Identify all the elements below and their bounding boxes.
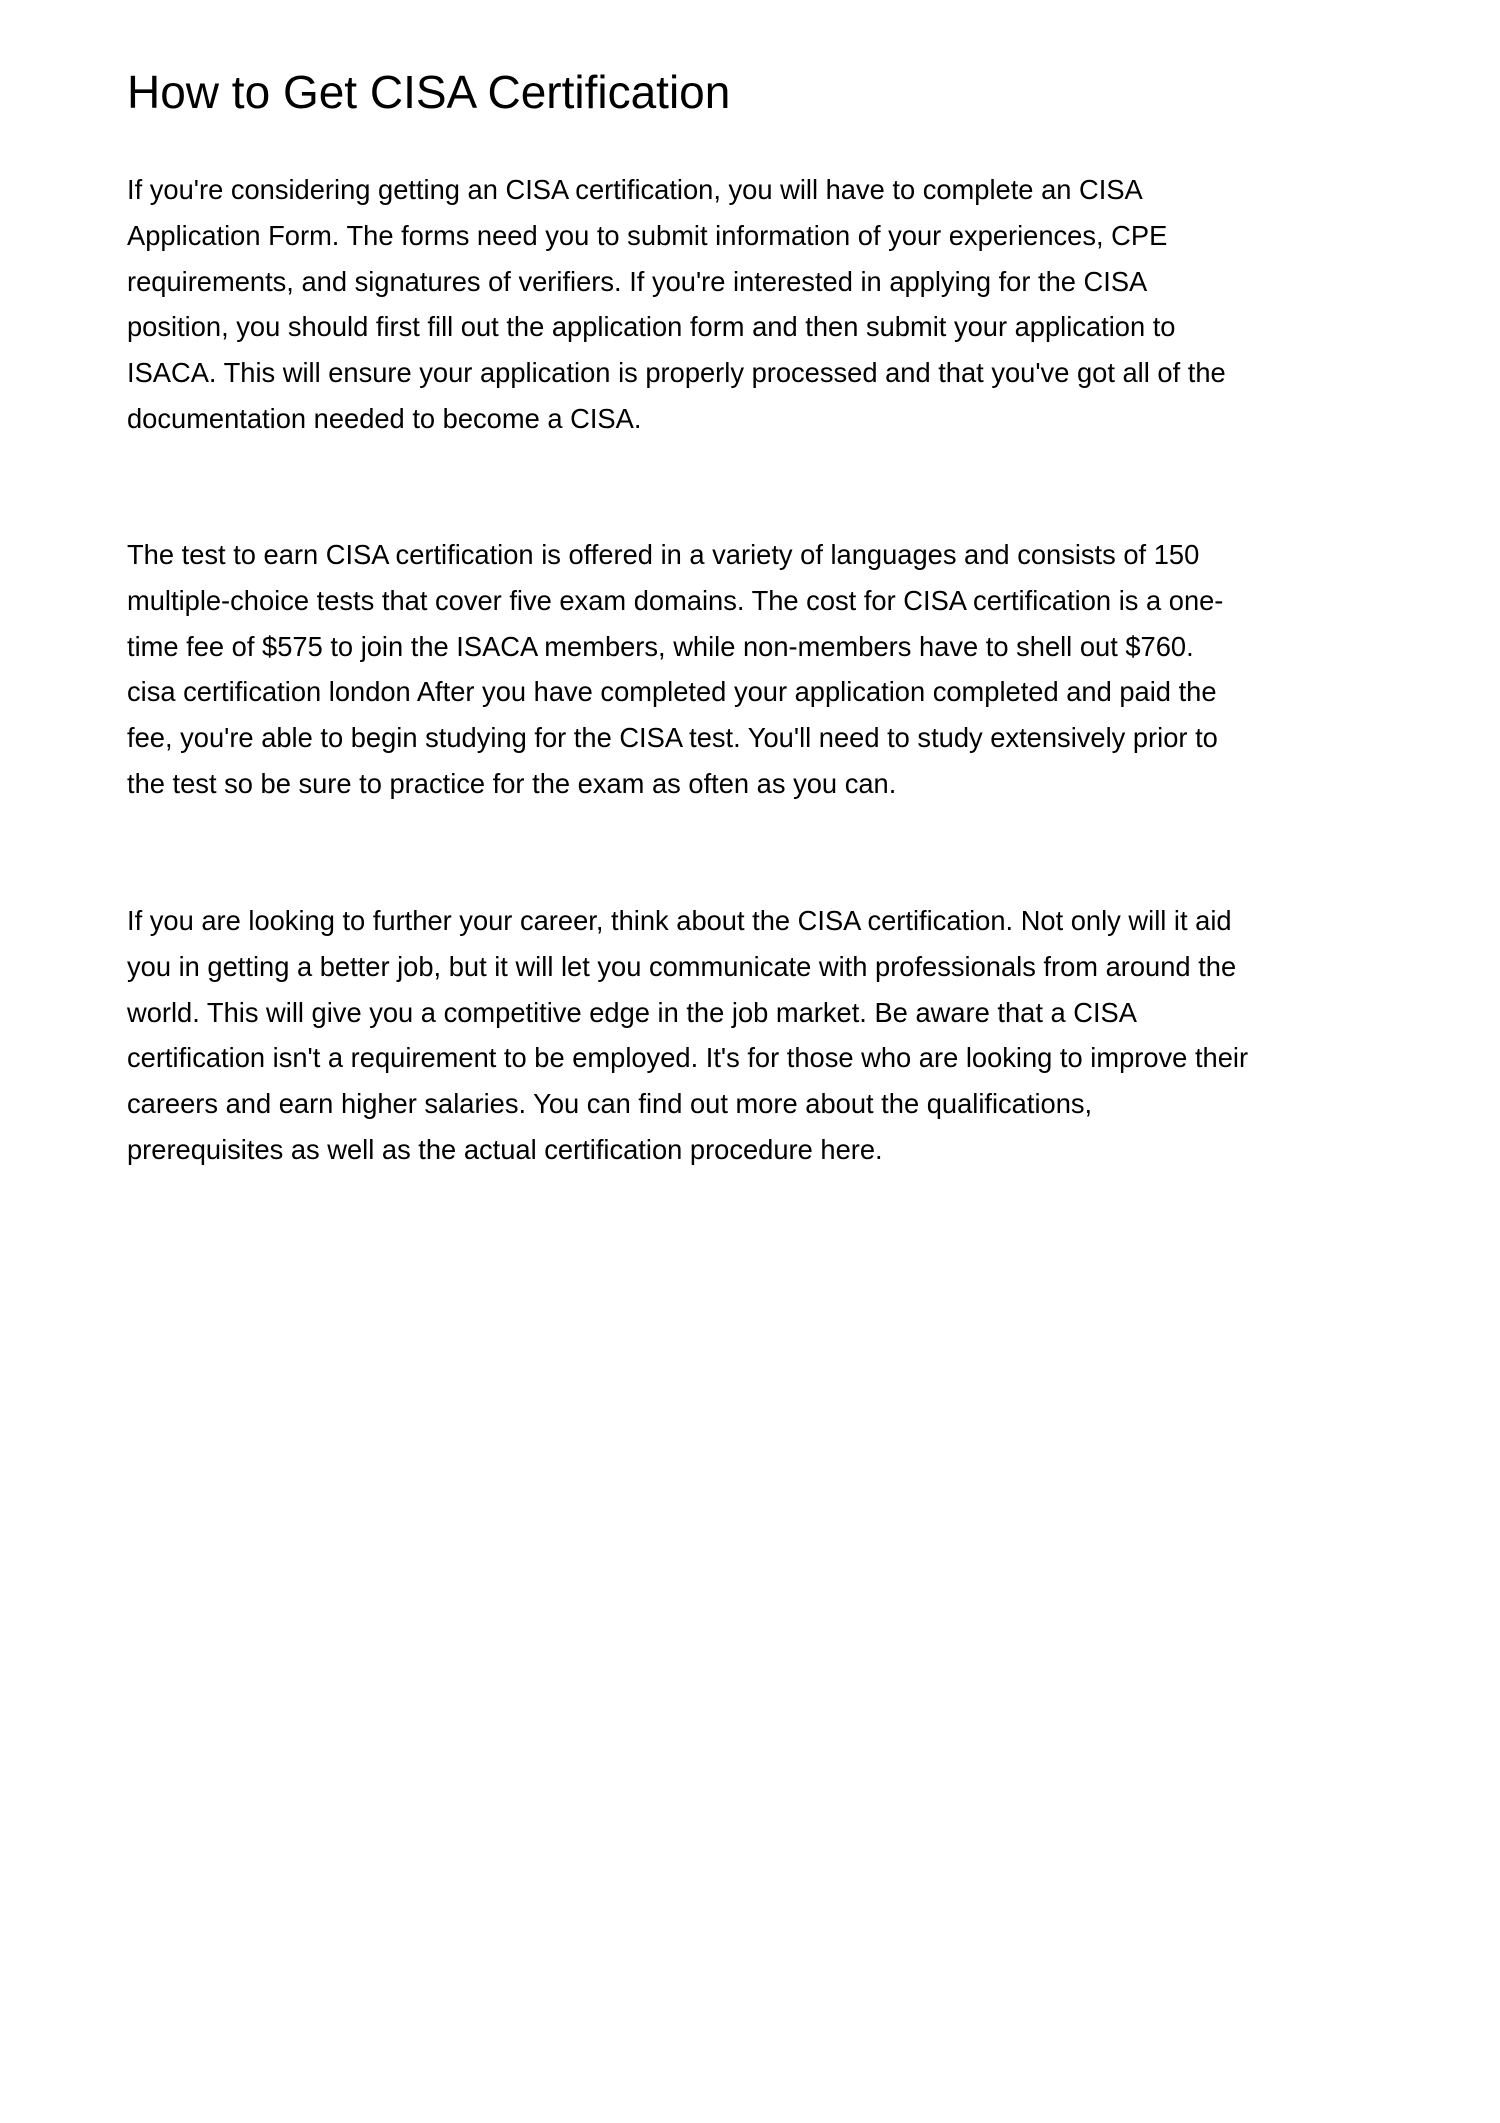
text-line: certification isn't a requirement to be employed. It's for those who are looking to improve their xyxy=(127,1042,1249,1074)
text-line: position, you should first fill out the application form and then submit your application to xyxy=(127,311,1176,343)
text-line: Application Form. The forms need you to submit information of your experiences, CPE xyxy=(127,219,1168,251)
text-line: cisa certification london After you have completed your application completed and paid the xyxy=(127,676,1217,708)
page-title: How to Get CISA Certification xyxy=(127,66,731,118)
text-line: the test so be sure to practice for the exam as often as you can. xyxy=(127,767,897,799)
text-line: ISACA. This will ensure your application is properly processed and that you've got all of the xyxy=(127,357,1226,389)
paragraph-exam xyxy=(127,532,1223,807)
text-line: prerequisites as well as the actual certification procedure here. xyxy=(127,1133,883,1165)
text-line: If you are looking to further your career, think about the CISA certification. Not only will it aid xyxy=(127,905,1232,936)
text-line: multiple-choice tests that cover five exam domains. The cost for CISA certification is a one- xyxy=(127,584,1224,616)
text-line: world. This will give you a competitive edge in the job market. Be aware that a CISA xyxy=(127,996,1137,1028)
text-line: If you're considering getting an CISA certification, you will have to complete an CISA xyxy=(127,174,1143,205)
text-line: you in getting a better job, but it will let you communicate with professionals from around the xyxy=(127,950,1237,982)
text-line: fee, you're able to begin studying for the CISA test. You'll need to study extensively prior to xyxy=(127,722,1218,754)
text-line: The test to earn CISA certification is offered in a variety of languages and consists of 150 xyxy=(127,539,1200,570)
text-line: careers and earn higher salaries. You can find out more about the qualifications, xyxy=(127,1088,1093,1120)
text-line: requirements, and signatures of verifiers. If you're interested in applying for the CISA xyxy=(127,265,1148,297)
paragraph-career xyxy=(127,898,1248,1173)
text-line: documentation needed to become a CISA. xyxy=(127,402,642,434)
text-line: time fee of $575 to join the ISACA members, while non-members have to shell out $760. xyxy=(127,630,1194,662)
paragraph-application xyxy=(127,167,1226,442)
